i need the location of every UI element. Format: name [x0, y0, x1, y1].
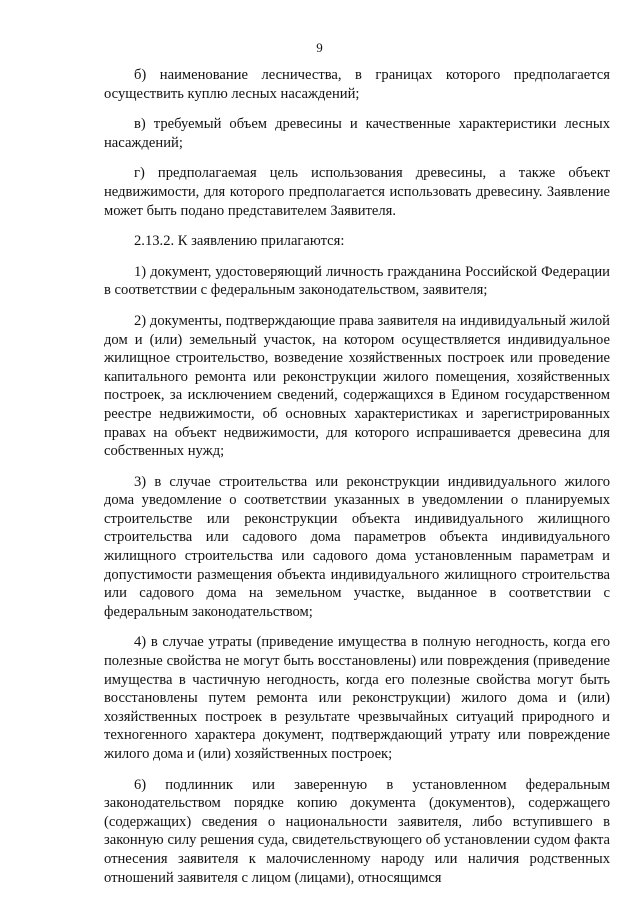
paragraph-v: в) требуемый объем древесины и качественные характеристики лесных насаждений; [104, 116, 610, 151]
page-number: 9 [316, 40, 323, 55]
list-item-4: 4) в случае утраты (приведение имущества в полную негодность, когда его полезные свойства не могут быть восстановлены) или повреждения (приведение имущества в частичную негодность, когда его полезные свойства могут быть восстановлены путем ремонта или реконструкции) жилого дома и (или) хозяйственных построек в результате чрезвычайных ситуаций природного и техногенного характера документ, подтверждающий утрату или повреждение жилого дома и (или) хозяйственных построек; [104, 634, 610, 762]
list-item-1: 1) документ, удостоверяющий личность гражданина Российской Федерации в соответствии с федеральным законодательством, заявителя; [104, 263, 610, 299]
list-item-2: 2) документы, подтверждающие права заявителя на индивидуальный жилой дом и (или) земельный участок, на котором осуществляется индивидуальное жилищное строительство, возведение хозяйственных построек или проведение капитального ремонта или реконструкции жилого помещения, хозяйственных построек, за исключением сведений, содержащихся в Едином государственном реестре недвижимости, об основных характеристиках и зарегистрированных правах на объект недвижимости, для которого испрашивается древесина для собственных нужд; [104, 312, 610, 460]
list-item-3: 3) в случае строительства или реконструкции индивидуального жилого дома уведомление о соответствии указанных в уведомлении о планируемых строительстве или реконструкции объекта индивидуального жилищного строительства или садового дома параметров объекта индивидуального жилищного строительства или садового дома установленным параметрам и допустимости размещения объекта индивидуального жилищного строительства или садового дома на земельном участке, выданное в соответствии с федеральным законодательством; [104, 473, 610, 620]
paragraph-b: б) наименование лесничества, в границах которого предполагается осуществить куплю лесных насаждений; [104, 67, 610, 102]
list-item-6: 6) подлинник или заверенную в установленном федеральным законодательством порядке копию документа (документов), содержащего (содержащих) сведения о национальности заявителя, либо вступившего в законную силу решения суда, свидетельствующего об установлении судом факта отнесения заявителя к малочисленному народу или наличия родственных отношений заявителя с лицом (лицами), относящимся [104, 776, 610, 886]
paragraph-g: г) предполагаемая цель использования древесины, а также объект недвижимости, для которого предполагается использовать древесину. Заявление может быть подано представителем Заявителя. [104, 165, 610, 219]
document-body [104, 66, 610, 887]
section-heading-2-13-2: 2.13.2. К заявлению прилагаются: [134, 233, 345, 250]
